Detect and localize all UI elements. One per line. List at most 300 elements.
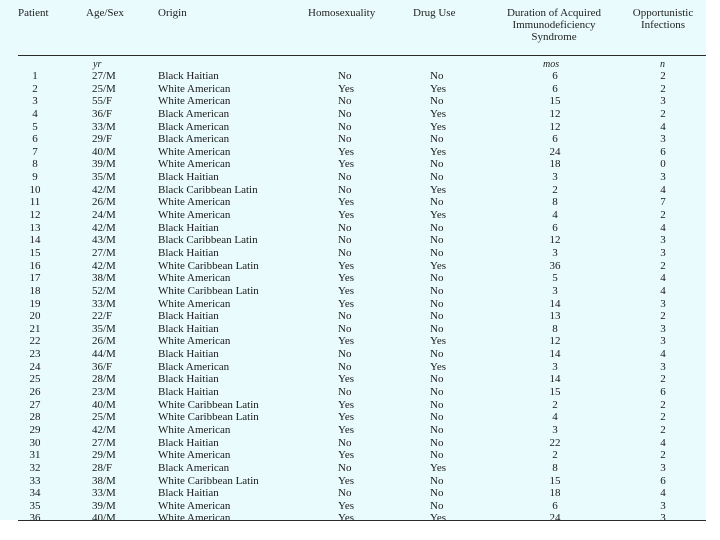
cell-drug-use: Yes (430, 512, 447, 525)
cell-infections: 4 (660, 284, 666, 297)
cell-patient: 26 (29, 386, 41, 399)
header-origin: Origin (158, 7, 187, 19)
cell-age-sex: 36/F (92, 360, 113, 373)
table-row (0, 386, 706, 399)
cell-duration: 4 (552, 209, 558, 222)
table-row (0, 196, 706, 209)
table-row (0, 158, 706, 171)
cell-origin: Black American (158, 461, 230, 474)
cell-origin: Black Haitian (158, 171, 219, 184)
cell-origin: Black Haitian (158, 70, 219, 82)
cell-drug-use: No (430, 398, 444, 411)
cell-infections: 3 (660, 95, 666, 108)
cell-patient: 9 (32, 171, 38, 184)
header-drug-use: Drug Use (413, 7, 456, 19)
cell-origin: White Caribbean Latin (158, 398, 259, 411)
cell-age-sex: 33/M (92, 120, 116, 133)
table-row (0, 298, 706, 311)
table-row (0, 323, 706, 336)
cell-duration: 8 (552, 461, 558, 474)
cell-duration: 18 (549, 158, 561, 171)
cell-homosexuality: Yes (338, 474, 355, 487)
cell-origin: Black Haitian (158, 348, 219, 361)
table-row (0, 462, 706, 475)
cell-age-sex: 42/M (92, 183, 116, 196)
cell-homosexuality: Yes (338, 284, 355, 297)
cell-duration: 6 (552, 221, 558, 234)
cell-patient: 27 (29, 398, 41, 411)
cell-patient: 4 (32, 107, 38, 120)
cell-duration: 3 (552, 360, 558, 373)
table-row (0, 424, 706, 437)
cell-drug-use: Yes (430, 360, 447, 373)
cell-origin: Black Haitian (158, 436, 219, 449)
header-infections-line-1: Opportunistic (632, 7, 694, 19)
cell-patient: 33 (29, 474, 41, 487)
table-row (0, 500, 706, 513)
cell-drug-use: Yes (430, 461, 447, 474)
cell-age-sex: 39/M (92, 158, 116, 171)
cell-origin: Black American (158, 120, 230, 133)
cell-homosexuality: No (338, 436, 352, 449)
cell-age-sex: 29/M (92, 449, 116, 462)
cell-origin: White American (158, 335, 231, 348)
table-row (0, 133, 706, 146)
cell-drug-use: No (430, 499, 444, 512)
cell-origin: White Caribbean Latin (158, 284, 259, 297)
cell-patient: 20 (29, 310, 41, 323)
cell-homosexuality: No (338, 171, 352, 184)
table-row (0, 348, 706, 361)
cell-age-sex: 29/F (92, 133, 113, 146)
cell-drug-use: No (430, 474, 444, 487)
table-row (0, 399, 706, 412)
cell-drug-use: Yes (430, 209, 447, 222)
cell-infections: 2 (660, 411, 666, 424)
cell-homosexuality: Yes (338, 259, 355, 272)
table-row (0, 234, 706, 247)
cell-age-sex: 42/M (92, 221, 116, 234)
cell-duration: 18 (549, 487, 561, 500)
table-row (0, 184, 706, 197)
cell-duration: 3 (552, 284, 558, 297)
cell-patient: 14 (29, 234, 41, 247)
unit-age: yr (93, 59, 102, 70)
cell-patient: 36 (29, 512, 41, 525)
cell-origin: Black American (158, 360, 230, 373)
cell-infections: 4 (660, 120, 666, 133)
table-row (0, 260, 706, 273)
cell-homosexuality: Yes (338, 272, 355, 285)
cell-homosexuality: No (338, 234, 352, 247)
cell-age-sex: 36/F (92, 107, 113, 120)
cell-infections: 4 (660, 487, 666, 500)
cell-duration: 24 (549, 512, 561, 525)
cell-patient: 35 (29, 499, 41, 512)
cell-age-sex: 26/M (92, 335, 116, 348)
cell-drug-use: No (430, 70, 444, 82)
cell-age-sex: 33/M (92, 487, 116, 500)
cell-infections: 4 (660, 348, 666, 361)
cell-origin: White American (158, 449, 231, 462)
cell-origin: White American (158, 209, 231, 222)
cell-origin: White American (158, 512, 231, 525)
cell-age-sex: 28/F (92, 461, 113, 474)
header-duration-line-1: Duration of Acquired (506, 7, 602, 19)
cell-patient: 29 (29, 423, 41, 436)
cell-homosexuality: Yes (338, 512, 355, 525)
cell-homosexuality: No (338, 386, 352, 399)
cell-drug-use: No (430, 487, 444, 500)
cell-age-sex: 40/M (92, 398, 116, 411)
cell-infections: 3 (660, 499, 666, 512)
header-duration-line-3: Syndrome (531, 31, 577, 43)
header-infections (628, 7, 698, 31)
cell-duration: 15 (549, 474, 561, 487)
cell-duration: 2 (552, 183, 558, 196)
cell-drug-use: No (430, 272, 444, 285)
cell-drug-use: Yes (430, 335, 447, 348)
cell-drug-use: Yes (430, 259, 447, 272)
cell-origin: White American (158, 95, 231, 108)
cell-homosexuality: Yes (338, 398, 355, 411)
cell-patient: 22 (29, 335, 41, 348)
cell-patient: 15 (29, 246, 41, 259)
cell-infections: 0 (660, 158, 666, 171)
cell-patient: 10 (29, 183, 41, 196)
cell-duration: 14 (549, 373, 561, 386)
unit-infections: n (660, 59, 665, 70)
cell-age-sex: 24/M (92, 209, 116, 222)
cell-drug-use: No (430, 246, 444, 259)
table-row (0, 285, 706, 298)
cell-age-sex: 38/M (92, 272, 116, 285)
header-infections-line-2: Infections (641, 19, 685, 31)
cell-infections: 3 (660, 335, 666, 348)
cell-age-sex: 27/M (92, 70, 116, 82)
cell-patient: 23 (29, 348, 41, 361)
cell-age-sex: 38/M (92, 474, 116, 487)
cell-infections: 4 (660, 183, 666, 196)
cell-drug-use: No (430, 423, 444, 436)
cell-origin: Black American (158, 107, 230, 120)
cell-age-sex: 25/M (92, 82, 116, 95)
cell-infections: 2 (660, 373, 666, 386)
cell-patient: 25 (29, 373, 41, 386)
cell-drug-use: Yes (430, 183, 447, 196)
cell-infections: 2 (660, 423, 666, 436)
cell-homosexuality: Yes (338, 297, 355, 310)
table-row (0, 487, 706, 500)
cell-age-sex: 44/M (92, 348, 116, 361)
cell-infections: 3 (660, 171, 666, 184)
cell-homosexuality: Yes (338, 158, 355, 171)
cell-age-sex: 40/M (92, 512, 116, 525)
table-body (0, 70, 706, 525)
cell-patient: 7 (32, 145, 38, 158)
cell-patient: 1 (32, 70, 38, 82)
cell-patient: 11 (29, 196, 41, 209)
cell-homosexuality: No (338, 183, 352, 196)
cell-age-sex: 40/M (92, 145, 116, 158)
cell-age-sex: 27/M (92, 246, 116, 259)
cell-homosexuality: Yes (338, 82, 355, 95)
cell-drug-use: No (430, 158, 444, 171)
table-row (0, 95, 706, 108)
table-row (0, 171, 706, 184)
cell-homosexuality: No (338, 133, 352, 146)
cell-patient: 28 (29, 411, 41, 424)
cell-origin: Black Haitian (158, 310, 219, 323)
cell-infections: 2 (660, 259, 666, 272)
cell-patient: 30 (29, 436, 41, 449)
cell-age-sex: 35/M (92, 322, 116, 335)
cell-homosexuality: Yes (338, 145, 355, 158)
cell-homosexuality: No (338, 487, 352, 500)
cell-infections: 2 (660, 82, 666, 95)
table-row (0, 121, 706, 134)
cell-age-sex: 35/M (92, 171, 116, 184)
cell-drug-use: No (430, 196, 444, 209)
cell-homosexuality: Yes (338, 335, 355, 348)
cell-infections: 6 (660, 474, 666, 487)
cell-homosexuality: Yes (338, 449, 355, 462)
cell-drug-use: No (430, 322, 444, 335)
cell-duration: 3 (552, 423, 558, 436)
cell-patient: 21 (29, 322, 41, 335)
cell-duration: 14 (549, 348, 561, 361)
cell-patient: 31 (29, 449, 41, 462)
cell-patient: 24 (29, 360, 41, 373)
cell-infections: 3 (660, 234, 666, 247)
cell-age-sex: 42/M (92, 423, 116, 436)
cell-homosexuality: No (338, 461, 352, 474)
cell-origin: White American (158, 158, 231, 171)
cell-age-sex: 26/M (92, 196, 116, 209)
cell-drug-use: Yes (430, 107, 447, 120)
cell-drug-use: No (430, 297, 444, 310)
cell-origin: Black Caribbean Latin (158, 234, 258, 247)
cell-duration: 6 (552, 70, 558, 82)
cell-origin: White American (158, 423, 231, 436)
table-row (0, 373, 706, 386)
cell-patient: 6 (32, 133, 38, 146)
cell-origin: Black Haitian (158, 487, 219, 500)
cell-infections: 2 (660, 70, 666, 82)
cell-infections: 3 (660, 133, 666, 146)
cell-drug-use: No (430, 411, 444, 424)
cell-homosexuality: Yes (338, 373, 355, 386)
cell-origin: White American (158, 145, 231, 158)
cell-infections: 2 (660, 310, 666, 323)
cell-patient: 18 (29, 284, 41, 297)
header-duration-line-2: Immunodeficiency (512, 19, 596, 31)
table-row (0, 222, 706, 235)
cell-age-sex: 33/M (92, 297, 116, 310)
cell-origin: Black Haitian (158, 322, 219, 335)
cell-age-sex: 22/F (92, 310, 113, 323)
cell-duration: 22 (549, 436, 561, 449)
header-homosexuality: Homosexuality (308, 7, 376, 19)
cell-infections: 2 (660, 209, 666, 222)
cell-infections: 6 (660, 386, 666, 399)
cell-duration: 12 (549, 335, 561, 348)
cell-drug-use: No (430, 373, 444, 386)
cell-drug-use: No (430, 310, 444, 323)
cell-duration: 8 (552, 196, 558, 209)
cell-patient: 34 (29, 487, 41, 500)
cell-duration: 12 (549, 120, 561, 133)
cell-drug-use: No (430, 221, 444, 234)
cell-homosexuality: No (338, 221, 352, 234)
cell-origin: White American (158, 196, 231, 209)
cell-homosexuality: No (338, 348, 352, 361)
cell-homosexuality: Yes (338, 423, 355, 436)
cell-drug-use: Yes (430, 82, 447, 95)
cell-drug-use: Yes (430, 145, 447, 158)
cell-origin: White American (158, 272, 231, 285)
cell-patient: 3 (32, 95, 38, 108)
cell-age-sex: 25/M (92, 411, 116, 424)
cell-patient: 13 (29, 221, 41, 234)
table-row (0, 209, 706, 222)
cell-drug-use: No (430, 234, 444, 247)
cell-drug-use: No (430, 386, 444, 399)
header-age-sex: Age/Sex (86, 7, 124, 19)
cell-duration: 2 (552, 449, 558, 462)
cell-homosexuality: No (338, 120, 352, 133)
cell-origin: Black Haitian (158, 373, 219, 386)
table-row (0, 108, 706, 121)
table-row (0, 335, 706, 348)
cell-age-sex: 27/M (92, 436, 116, 449)
cell-infections: 4 (660, 272, 666, 285)
cell-patient: 19 (29, 297, 41, 310)
cell-homosexuality: Yes (338, 411, 355, 424)
table-row (0, 475, 706, 488)
cell-duration: 24 (549, 145, 561, 158)
cell-drug-use: No (430, 449, 444, 462)
cell-duration: 5 (552, 272, 558, 285)
cell-duration: 12 (549, 234, 561, 247)
cell-drug-use: No (430, 133, 444, 146)
cell-homosexuality: No (338, 322, 352, 335)
footer-rule (18, 520, 706, 521)
cell-patient: 2 (32, 82, 38, 95)
cell-homosexuality: Yes (338, 196, 355, 209)
cell-duration: 3 (552, 171, 558, 184)
table-row (0, 247, 706, 260)
cell-origin: White American (158, 82, 231, 95)
cell-homosexuality: No (338, 246, 352, 259)
cell-patient: 16 (29, 259, 41, 272)
cell-duration: 36 (549, 259, 561, 272)
cell-homosexuality: No (338, 310, 352, 323)
cell-origin: White Caribbean Latin (158, 259, 259, 272)
cell-homosexuality: Yes (338, 209, 355, 222)
cell-duration: 6 (552, 499, 558, 512)
cell-age-sex: 55/F (92, 95, 113, 108)
cell-infections: 3 (660, 322, 666, 335)
cell-infections: 3 (660, 297, 666, 310)
cell-origin: White American (158, 297, 231, 310)
cell-drug-use: No (430, 95, 444, 108)
cell-homosexuality: No (338, 95, 352, 108)
cell-origin: White Caribbean Latin (158, 474, 259, 487)
cell-infections: 3 (660, 360, 666, 373)
cell-duration: 13 (549, 310, 561, 323)
cell-drug-use: No (430, 436, 444, 449)
cell-drug-use: No (430, 284, 444, 297)
cell-origin: Black Haitian (158, 221, 219, 234)
table-row (0, 146, 706, 159)
unit-duration: mos (543, 59, 560, 70)
cell-homosexuality: No (338, 70, 352, 82)
cell-origin: White Caribbean Latin (158, 411, 259, 424)
cell-patient: 12 (29, 209, 41, 222)
cell-origin: Black Haitian (158, 386, 219, 399)
cell-infections: 3 (660, 246, 666, 259)
table-row (0, 411, 706, 424)
cell-patient: 32 (29, 461, 41, 474)
table-row (0, 512, 706, 525)
cell-duration: 15 (549, 95, 561, 108)
cell-homosexuality: No (338, 360, 352, 373)
cell-infections: 7 (660, 196, 666, 209)
header-rule (18, 55, 706, 56)
cell-duration: 14 (549, 297, 561, 310)
cell-infections: 4 (660, 221, 666, 234)
header-duration (495, 7, 613, 43)
table-row (0, 437, 706, 450)
cell-age-sex: 52/M (92, 284, 116, 297)
cell-age-sex: 28/M (92, 373, 116, 386)
table-row (0, 272, 706, 285)
cell-duration: 6 (552, 82, 558, 95)
cell-duration: 15 (549, 386, 561, 399)
table-row (0, 310, 706, 323)
header-patient: Patient (18, 7, 49, 19)
cell-duration: 3 (552, 246, 558, 259)
cell-infections: 4 (660, 436, 666, 449)
cell-duration: 12 (549, 107, 561, 120)
cell-patient: 5 (32, 120, 38, 133)
cell-infections: 6 (660, 145, 666, 158)
table-row (0, 449, 706, 462)
cell-homosexuality: No (338, 107, 352, 120)
cell-infections: 3 (660, 512, 666, 525)
cell-origin: Black Caribbean Latin (158, 183, 258, 196)
cell-infections: 3 (660, 461, 666, 474)
cell-patient: 8 (32, 158, 38, 171)
cell-duration: 2 (552, 398, 558, 411)
cell-duration: 4 (552, 411, 558, 424)
cell-homosexuality: Yes (338, 499, 355, 512)
cell-origin: Black Haitian (158, 246, 219, 259)
cell-origin: White American (158, 499, 231, 512)
table-row (0, 83, 706, 96)
cell-age-sex: 39/M (92, 499, 116, 512)
cell-age-sex: 42/M (92, 259, 116, 272)
cell-drug-use: Yes (430, 120, 447, 133)
cell-infections: 2 (660, 398, 666, 411)
cell-infections: 2 (660, 107, 666, 120)
cell-origin: Black American (158, 133, 230, 146)
cell-duration: 8 (552, 322, 558, 335)
cell-patient: 17 (29, 272, 41, 285)
cell-age-sex: 23/M (92, 386, 116, 399)
cell-age-sex: 43/M (92, 234, 116, 247)
